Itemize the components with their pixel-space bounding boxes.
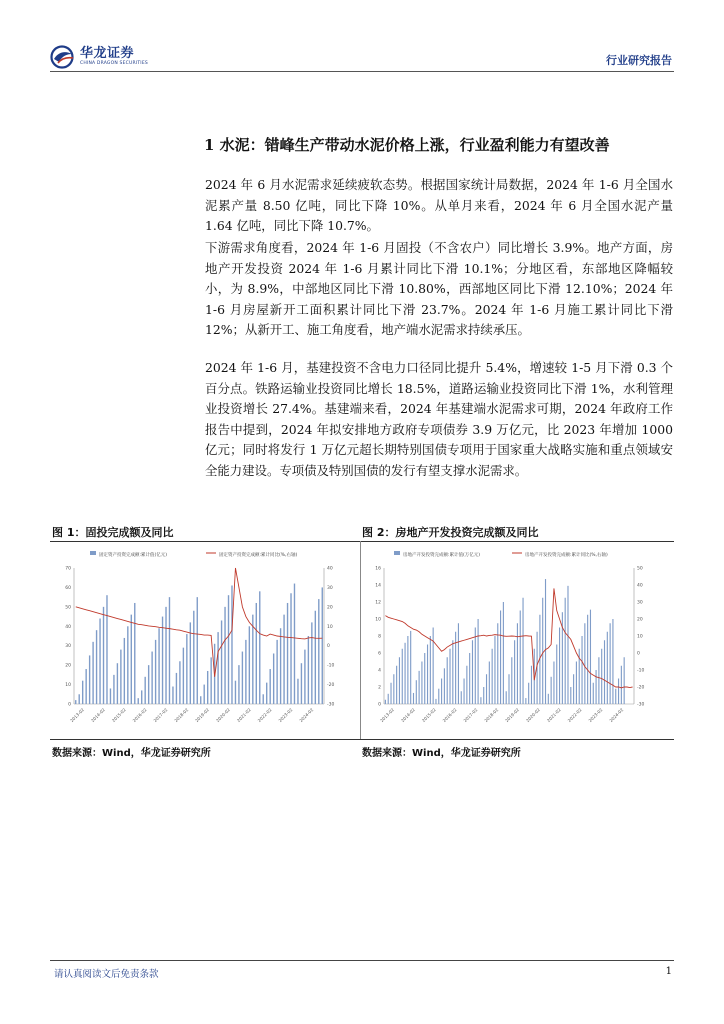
- bar: [576, 662, 577, 705]
- bar: [621, 666, 622, 704]
- page-number: 1: [665, 966, 672, 977]
- y-right-tick-label: -20: [637, 685, 645, 691]
- bar: [273, 653, 274, 704]
- x-tick-label: 2018-02: [483, 707, 500, 724]
- bar: [127, 626, 128, 704]
- bar: [393, 674, 394, 704]
- chart-real-estate-investment: [366, 546, 662, 736]
- bar: [280, 628, 281, 704]
- y-right-tick-label: 40: [637, 583, 643, 589]
- x-tick-label: 2021-02: [235, 707, 252, 724]
- bar: [508, 674, 509, 704]
- bar: [573, 674, 574, 704]
- bar: [92, 642, 93, 704]
- y-right-tick-label: 30: [327, 585, 333, 591]
- x-tick-label: 2024-02: [608, 707, 625, 724]
- bar: [308, 636, 309, 704]
- y-left-tick-label: 16: [375, 566, 381, 572]
- logo-english-name: CHINA DRAGON SECURITIES: [80, 61, 148, 66]
- bar: [297, 679, 298, 704]
- bar: [618, 679, 619, 705]
- bar: [472, 640, 473, 704]
- bar: [179, 661, 180, 704]
- bar: [134, 603, 135, 704]
- bar: [570, 687, 571, 704]
- bar: [103, 607, 104, 704]
- y-left-tick-label: 60: [65, 585, 71, 591]
- bar: [390, 683, 391, 704]
- y-left-tick-label: 8: [378, 634, 381, 640]
- figure-top-rule: [50, 541, 674, 542]
- bar: [322, 587, 323, 704]
- bar: [197, 597, 198, 704]
- bar: [124, 638, 125, 704]
- y-right-tick-label: 40: [327, 566, 333, 572]
- x-tick-label: 2022-02: [566, 707, 583, 724]
- figure-2-source: 数据来源：Wind，华龙证券研究所: [362, 748, 521, 759]
- x-tick-label: 2021-02: [545, 707, 562, 724]
- figure-divider: [360, 541, 361, 739]
- paragraph: 2024 年 6 月水泥需求延续疲软态势。根据国家统计局数据，2024 年 1-6 月全国水泥累产量 8.50 亿吨，同比下降 10%。从单月来看，2024 年 6 月全国水泥产量 1.64 亿吨，同比下降 10.7%。: [205, 177, 673, 233]
- bar: [556, 645, 557, 705]
- bar: [238, 665, 239, 704]
- bar: [531, 666, 532, 704]
- y-left-tick-label: 70: [65, 566, 71, 572]
- bar: [503, 602, 504, 704]
- bar: [483, 687, 484, 704]
- bar: [162, 617, 163, 704]
- bar: [511, 657, 512, 704]
- bar: [190, 622, 191, 704]
- bar: [444, 668, 445, 704]
- bar: [581, 636, 582, 704]
- bar: [172, 687, 173, 704]
- bar: [99, 619, 100, 704]
- bar: [449, 649, 450, 704]
- bar: [528, 683, 529, 704]
- bar: [148, 665, 149, 704]
- bar: [405, 643, 406, 704]
- legend-label-line: 固定资产投资完成额:累计同比(%,右轴): [219, 553, 298, 558]
- x-tick-label: 2016-02: [131, 707, 148, 724]
- x-tick-label: 2020-02: [215, 707, 231, 724]
- x-tick-label: 2015-02: [110, 707, 127, 724]
- bar: [587, 615, 588, 704]
- bar: [252, 615, 253, 704]
- x-tick-label: 2014-02: [90, 707, 106, 724]
- bar: [435, 699, 436, 704]
- bar: [413, 693, 414, 704]
- y-left-tick-label: 10: [375, 617, 381, 623]
- bar: [610, 623, 611, 704]
- bar: [117, 663, 118, 704]
- figure-1-title: 图 1：固投完成额及同比: [52, 526, 174, 539]
- bar: [276, 640, 277, 704]
- bar: [158, 628, 159, 704]
- bar: [598, 657, 599, 704]
- bar: [231, 585, 232, 704]
- bar: [469, 653, 470, 704]
- bar: [311, 622, 312, 704]
- bar: [263, 694, 264, 704]
- x-tick-label: 2022-02: [256, 707, 273, 724]
- x-tick-label: 2019-02: [504, 707, 521, 724]
- bar: [421, 662, 422, 705]
- bar: [151, 652, 152, 704]
- bar: [584, 623, 585, 704]
- y-right-tick-label: -20: [327, 683, 335, 689]
- y-right-tick-label: 50: [637, 566, 643, 572]
- bar: [548, 694, 549, 704]
- bar: [318, 599, 319, 704]
- bar: [486, 674, 487, 704]
- bar: [315, 611, 316, 704]
- bar: [169, 597, 170, 704]
- x-tick-label: 2017-02: [462, 707, 479, 724]
- figure-bottom-rule: [50, 739, 674, 740]
- bar: [221, 620, 222, 704]
- bar: [424, 653, 425, 704]
- y-left-tick-label: 30: [65, 644, 71, 650]
- bar: [419, 671, 420, 704]
- y-right-tick-label: -10: [637, 668, 645, 674]
- bar: [433, 628, 434, 705]
- bar: [131, 615, 132, 704]
- bar: [596, 670, 597, 704]
- y-left-tick-label: 12: [375, 600, 381, 606]
- bar: [402, 649, 403, 704]
- bar: [438, 689, 439, 704]
- bar: [207, 671, 208, 704]
- bar: [427, 645, 428, 705]
- bar: [256, 603, 257, 704]
- bar: [506, 691, 507, 704]
- bar: [290, 593, 291, 704]
- yoy-line: [76, 568, 323, 677]
- bar: [228, 595, 229, 704]
- bar: [96, 630, 97, 704]
- bar: [430, 636, 431, 704]
- bar: [466, 666, 467, 704]
- footer-divider: [50, 960, 674, 961]
- bar: [269, 669, 270, 704]
- bar: [388, 694, 389, 704]
- bar: [183, 648, 184, 704]
- bar: [144, 677, 145, 704]
- y-right-tick-label: -30: [327, 702, 335, 708]
- bar: [461, 691, 462, 704]
- y-left-tick-label: 0: [68, 702, 71, 708]
- bar: [204, 685, 205, 704]
- bar: [480, 697, 481, 704]
- bar: [235, 681, 236, 704]
- bar: [441, 679, 442, 705]
- bar: [200, 696, 201, 704]
- bar: [520, 611, 521, 705]
- bar: [75, 700, 76, 704]
- y-right-tick-label: 20: [637, 617, 643, 623]
- bar: [615, 689, 616, 704]
- x-tick-label: 2024-02: [298, 707, 315, 724]
- company-logo: [50, 44, 150, 70]
- bar: [410, 631, 411, 704]
- y-right-tick-label: 30: [637, 600, 643, 606]
- y-right-tick-label: -30: [637, 702, 645, 708]
- y-left-tick-label: 50: [65, 605, 71, 611]
- legend-swatch-bar: [394, 551, 400, 555]
- bar: [85, 669, 86, 704]
- bar: [593, 683, 594, 704]
- bar: [494, 636, 495, 704]
- bar: [463, 679, 464, 705]
- bar: [120, 650, 121, 704]
- bar: [193, 611, 194, 704]
- bar: [590, 610, 591, 704]
- bar: [304, 650, 305, 704]
- bar: [138, 698, 139, 704]
- bar: [245, 640, 246, 704]
- legend-label-line: 房地产开发投资完成额:累计同比(%,右轴): [525, 553, 608, 558]
- bar: [155, 640, 156, 704]
- y-right-tick-label: 0: [637, 651, 640, 657]
- bar: [607, 632, 608, 704]
- x-tick-label: 2020-02: [525, 707, 541, 724]
- y-right-tick-label: 10: [327, 624, 333, 630]
- bar: [186, 634, 187, 704]
- figure-2-title: 图 2：房地产开发投资完成额及同比: [362, 526, 539, 539]
- bar: [525, 698, 526, 704]
- logo-chinese-name: 华龙证券: [80, 46, 135, 61]
- bar: [458, 623, 459, 704]
- y-right-tick-label: -10: [327, 663, 335, 669]
- y-right-tick-label: 10: [637, 634, 643, 640]
- y-left-tick-label: 2: [378, 685, 381, 691]
- x-tick-label: 2018-02: [173, 707, 190, 724]
- x-tick-label: 2014-02: [400, 707, 416, 724]
- y-left-tick-label: 4: [378, 668, 381, 674]
- bar: [385, 700, 386, 704]
- bar: [110, 688, 111, 704]
- bar: [514, 640, 515, 704]
- bar: [106, 595, 107, 704]
- chart-fixed-asset-investment: [56, 546, 352, 736]
- x-tick-label: 2013-02: [379, 707, 396, 724]
- bar: [624, 657, 625, 704]
- y-left-tick-label: 6: [378, 651, 381, 657]
- x-tick-label: 2017-02: [152, 707, 169, 724]
- bar: [396, 666, 397, 704]
- x-tick-label: 2019-02: [194, 707, 211, 724]
- x-tick-label: 2023-02: [587, 707, 604, 724]
- bar: [522, 598, 523, 704]
- bar: [565, 598, 566, 704]
- bar: [283, 615, 284, 704]
- bar: [517, 623, 518, 704]
- y-left-tick-label: 10: [65, 683, 71, 689]
- bar: [287, 603, 288, 704]
- x-tick-label: 2023-02: [277, 707, 294, 724]
- bar: [399, 657, 400, 704]
- x-tick-label: 2015-02: [420, 707, 437, 724]
- section-title: 1 水泥：错峰生产带动水泥价格上涨，行业盈利能力有望改善: [204, 136, 610, 154]
- bar: [165, 607, 166, 704]
- legend-swatch-bar: [90, 551, 96, 555]
- legend-label-bar: 房地产开发投资完成额:累计值(万亿元): [403, 553, 481, 558]
- y-left-tick-label: 20: [65, 663, 71, 669]
- y-right-tick-label: 20: [327, 605, 333, 611]
- bar: [79, 694, 80, 704]
- bar: [249, 626, 250, 704]
- bar: [113, 675, 114, 704]
- bar: [242, 652, 243, 704]
- bar: [551, 677, 552, 704]
- bar: [500, 611, 501, 705]
- dragon-logo-icon: [50, 45, 76, 69]
- bar: [567, 586, 568, 704]
- bar: [478, 619, 479, 704]
- bar: [407, 636, 408, 704]
- bar: [176, 673, 177, 704]
- bar: [259, 591, 260, 704]
- figure-1-source: 数据来源：Wind，华龙证券研究所: [52, 748, 211, 759]
- report-type-label: 行业研究报告: [606, 54, 672, 67]
- bar: [89, 655, 90, 704]
- bar: [452, 640, 453, 704]
- disclaimer-link[interactable]: 请认真阅读文后免责条款: [54, 969, 159, 980]
- bar: [604, 640, 605, 704]
- bar: [447, 657, 448, 704]
- bar: [475, 628, 476, 705]
- bar: [294, 584, 295, 704]
- bar: [224, 607, 225, 704]
- y-left-tick-label: 0: [378, 702, 381, 708]
- bar: [612, 619, 613, 704]
- y-left-tick-label: 14: [375, 583, 381, 589]
- bar: [210, 657, 211, 704]
- legend-label-bar: 固定资产投资完成额:累计值(亿元): [99, 553, 168, 558]
- bar: [542, 598, 543, 704]
- bar: [266, 683, 267, 704]
- y-left-tick-label: 40: [65, 624, 71, 630]
- bar: [553, 662, 554, 705]
- x-tick-label: 2016-02: [441, 707, 458, 724]
- bar: [559, 628, 560, 705]
- bar: [301, 663, 302, 704]
- paragraph: 下游需求角度看，2024 年 1-6 月固投（不含农户）同比增长 3.9%。地产方面，房地产开发投资 2024 年 1-6 月累计同比下滑 10.1%；分地区看，东部地区降幅较小，为 8.9%，中部地区同比下滑 10.80%，西部地区同比下滑 12.10%；2024 年 1-6 月房屋新开工面积累计同比下滑 23.7%。2024 年 1-6 月施工累计同比下滑 12%；从新开工、施工角度看，地产端水泥需求持续承压。: [205, 240, 673, 337]
- bar: [545, 579, 546, 704]
- bar: [489, 662, 490, 705]
- header-divider: [50, 71, 674, 72]
- bar: [141, 690, 142, 704]
- y-right-tick-label: 0: [327, 644, 330, 650]
- bar: [217, 632, 218, 704]
- bar: [601, 649, 602, 704]
- paragraph: 2024 年 1-6 月，基建投资不含电力口径同比提升 5.4%，增速较 1-5 月下滑 0.3 个百分点。铁路运输业投资同比增长 18.5%，道路运输业投资同比下滑 1%，水利管理业投资增长 27.4%。基建端来看，2024 年基建端水泥需求可期，2024 年政府工作报告中提到，2024 年拟安排地方政府专项债券 3.9 万亿元，比 2023 年增加 1000 亿元；同时将发行 1 万亿元超长期特别国债专项用于国家重大战略实施和重点领域安全能力建设。专项债及特别国债的发行有望支撑水泥需求。: [205, 360, 673, 478]
- bar: [492, 649, 493, 704]
- bar: [416, 680, 417, 704]
- x-tick-label: 2013-02: [69, 707, 86, 724]
- bar: [82, 681, 83, 704]
